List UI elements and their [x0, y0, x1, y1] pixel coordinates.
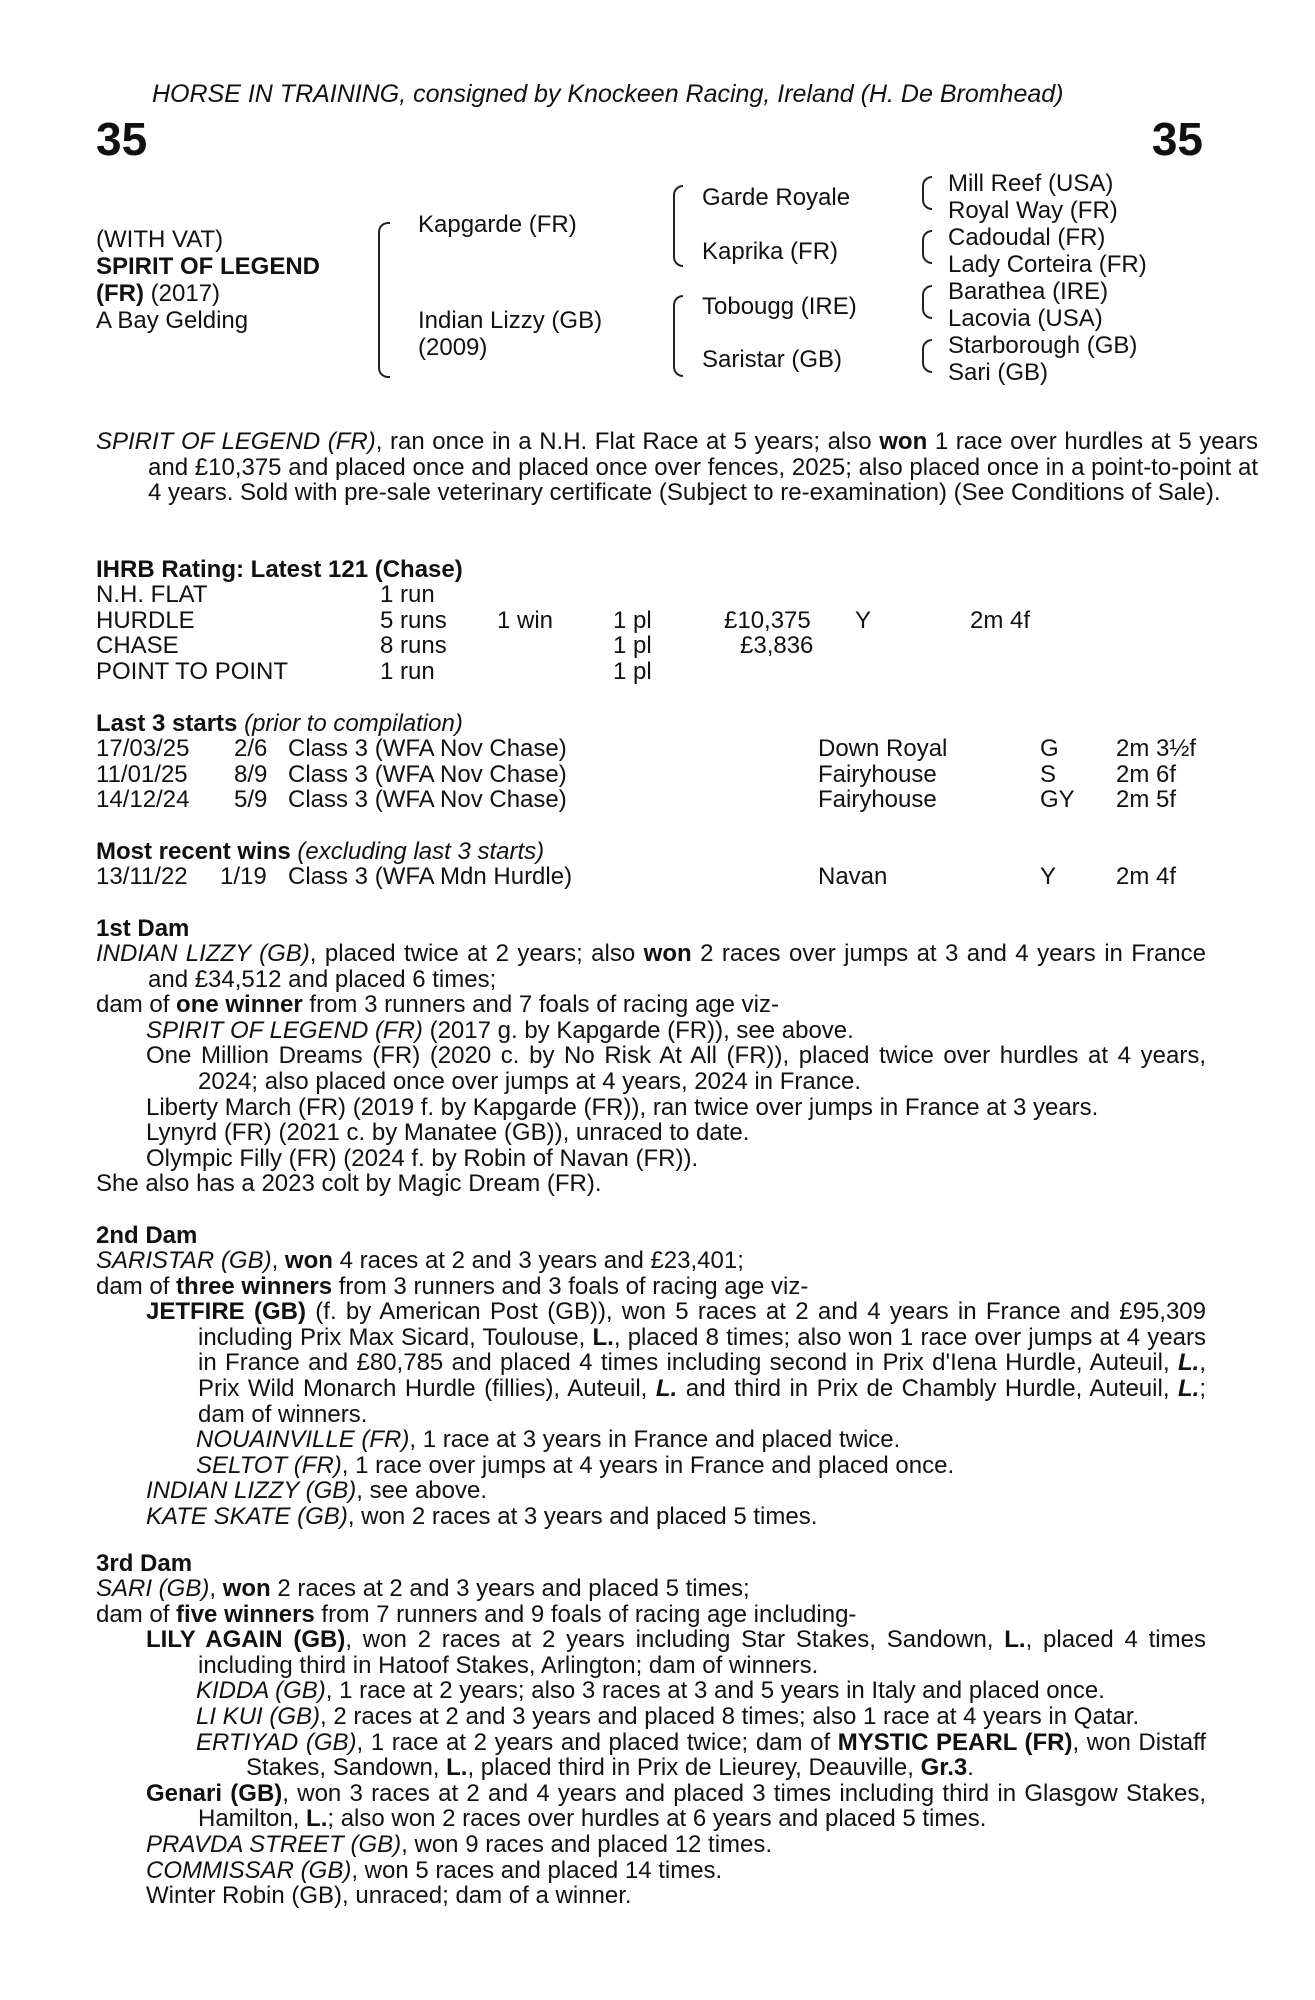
dam3-title: 3rd Dam — [96, 1550, 193, 1577]
sire-dam: Kaprika (FR) — [702, 238, 839, 265]
list-item: NOUAINVILLE (FR), 1 race at 3 years in France and placed twice. — [196, 1426, 901, 1454]
race-summary: SPIRIT OF LEGEND (FR), ran once in a N.H. Flat Race at 5 years; also won 1 race over hurdles at 5 years and £10,375 and placed once and placed once over fences, 2025; also placed once in a point-to-point at 4 years. Sold with pre-sale veterinary certificate (Subject to re-examination) (See Conditions of Sale). — [96, 428, 1258, 507]
dam1-damof: dam of one winner from 3 runners and 7 foals of racing age viz- — [96, 991, 779, 1019]
list-item: LI KUI (GB), 2 races at 2 and 3 years and placed 8 times; also 1 race at 4 years in Qatar. — [196, 1702, 1140, 1730]
dam3-record: SARI (GB), won 2 races at 2 and 3 years and placed 5 times; — [96, 1575, 750, 1602]
pedigree-brace-2b — [673, 295, 683, 377]
horse-description: A Bay Gelding — [96, 307, 249, 334]
list-item: Genari (GB), won 3 races at 2 and 4 years and placed 3 times including third in Glasgow Stakes, Hamilton, L.; also won 2 races over hurdles at 6 years and placed 5 times. — [146, 1779, 1207, 1833]
sire-sire: Garde Royale — [702, 184, 851, 211]
dam2-section — [96, 1248, 1206, 1530]
table-row: POINT TO POINT 1 run 1 pl — [96, 657, 652, 685]
rating-title: IHRB Rating: Latest 121 (Chase) — [96, 556, 463, 583]
dam2-record: SARISTAR (GB), won 4 races at 2 and 3 years and £23,401; — [96, 1247, 744, 1274]
dsd: Lacovia (USA) — [948, 305, 1103, 332]
lot-number-left: 35 — [96, 113, 148, 165]
table-row: N.H. FLAT 1 run — [96, 581, 435, 608]
dam1-also: She also has a 2023 colt by Magic Dream (FR). — [96, 1170, 602, 1198]
sire: Kapgarde (FR) — [418, 211, 577, 238]
dam-sire: Tobougg (IRE) — [702, 293, 857, 320]
rating-table — [96, 582, 1216, 684]
pedigree-brace-1 — [378, 222, 390, 378]
recent-wins-title: Most recent wins (excluding last 3 starts) — [96, 838, 545, 865]
pedigree-brace-3a — [922, 176, 932, 210]
dam1-record: INDIAN LIZZY (GB), placed twice at 2 years; also won 2 races over jumps at 3 and 4 years in France and £34,512 and placed 6 times; — [96, 940, 1207, 993]
dam-year: (2009) — [418, 334, 488, 361]
table-row: 11/01/25 8/9 Class 3 (WFA Nov Chase) Fairyhouse S 2m 6f — [96, 760, 1177, 788]
list-item: KATE SKATE (GB), won 2 races at 3 years and placed 5 times. — [146, 1502, 818, 1530]
table-row: 13/11/22 1/19 Class 3 (WFA Mdn Hurdle) Navan Y 2m 4f — [96, 863, 1177, 890]
horse-name-line2: (FR) (2017) — [96, 280, 221, 307]
list-item: JETFIRE (GB) (f. by American Post (GB)), won 5 races at 2 and 4 years in France and £95,309 including Prix Max Sicard, Toulouse, L., placed 8 times; also won 1 race over jumps at 4 years in France and £80,785 and placed 4 times including second in Prix d'Iena Hurdle, Auteuil, L., Prix Wild Monarch Hurdle (fillies), Auteuil, L. and third in Prix de Chambly Hurdle, Auteuil, L.; dam of winners. — [146, 1298, 1207, 1428]
dam: Indian Lizzy (GB) — [418, 307, 603, 334]
ddd: Sari (GB) — [948, 359, 1049, 386]
dam1-section — [96, 941, 1206, 1197]
sds: Cadoudal (FR) — [948, 224, 1106, 251]
dss: Barathea (IRE) — [948, 278, 1109, 305]
list-item: SELTOT (FR), 1 race over jumps at 4 years in France and placed once. — [196, 1451, 955, 1479]
list-item: ERTIYAD (GB), 1 race at 2 years and placed twice; dam of MYSTIC PEARL (FR), won Distaff Stakes, Sandown, L., placed third in Prix de Lieurey, Deauville, Gr.3. — [196, 1728, 1206, 1782]
list-item: LILY AGAIN (GB), won 2 races at 2 years including Star Stakes, Sandown, L., placed 4 times including third in Hatoof Stakes, Arlington; dam of winners. — [146, 1626, 1206, 1679]
list-item: Olympic Filly (FR) (2024 f. by Robin of Navan (FR)). — [146, 1144, 699, 1172]
pedigree-brace-2a — [673, 185, 683, 267]
recent-wins-table — [96, 864, 1216, 890]
list-item: SPIRIT OF LEGEND (FR) (2017 g. by Kapgarde (FR)), see above. — [146, 1016, 854, 1044]
dam3-section — [96, 1576, 1206, 1909]
pedigree-brace-3d — [922, 339, 932, 373]
list-item: PRAVDA STREET (GB), won 9 races and placed 12 times. — [146, 1830, 773, 1858]
dam2-damof: dam of three winners from 3 runners and 3 foals of racing age viz- — [96, 1272, 809, 1300]
dam2-title: 2nd Dam — [96, 1222, 198, 1249]
list-item: Winter Robin (GB), unraced; dam of a winner. — [146, 1882, 632, 1910]
table-row: 14/12/24 5/9 Class 3 (WFA Nov Chase) Fairyhouse GY 2m 5f — [96, 786, 1177, 814]
vat-note: (WITH VAT) — [96, 226, 224, 253]
dds: Starborough (GB) — [948, 332, 1138, 359]
sdd: Lady Corteira (FR) — [948, 251, 1147, 278]
list-item: KIDDA (GB), 1 race at 2 years; also 3 races at 3 and 5 years in Italy and placed once. — [196, 1677, 1105, 1705]
lot-number-right: 35 — [1151, 113, 1203, 165]
dam1-title: 1st Dam — [96, 915, 190, 942]
dam3-damof: dam of five winners from 7 runners and 9 foals of racing age including- — [96, 1600, 857, 1628]
last3-title: Last 3 starts (prior to compilation) — [96, 710, 463, 737]
list-item: INDIAN LIZZY (GB), see above. — [146, 1477, 488, 1505]
dam-dam: Saristar (GB) — [702, 346, 843, 373]
sss: Mill Reef (USA) — [948, 170, 1114, 197]
table-row: CHASE 8 runs 1 pl £3,836 — [96, 632, 814, 660]
list-item: Liberty March (FR) (2019 f. by Kapgarde (FR)), ran twice over jumps in France at 3 years. — [146, 1093, 1099, 1121]
list-item: One Million Dreams (FR) (2020 c. by No Risk At All (FR)), placed twice over hurdles at 4 years, 2024; also placed once over jumps at 4 years, 2024 in France. — [146, 1042, 1206, 1095]
table-row: 17/03/25 2/6 Class 3 (WFA Nov Chase) Down Royal G 2m 3½f — [96, 735, 1197, 762]
pedigree-brace-3c — [922, 285, 932, 319]
table-row: HURDLE 5 runs 1 win 1 pl £10,375 Y 2m 4f — [96, 606, 1031, 634]
last3-table — [96, 736, 1216, 813]
list-item: Lynyrd (FR) (2021 c. by Manatee (GB)), unraced to date. — [146, 1119, 750, 1147]
consignment-header: HORSE IN TRAINING, consigned by Knockeen Racing, Ireland (H. De Bromhead) — [152, 80, 1064, 108]
ssd: Royal Way (FR) — [948, 197, 1118, 224]
pedigree-brace-3b — [922, 230, 932, 264]
horse-name: SPIRIT OF LEGEND — [96, 253, 321, 280]
list-item: COMMISSAR (GB), won 5 races and placed 14 times. — [146, 1856, 723, 1884]
